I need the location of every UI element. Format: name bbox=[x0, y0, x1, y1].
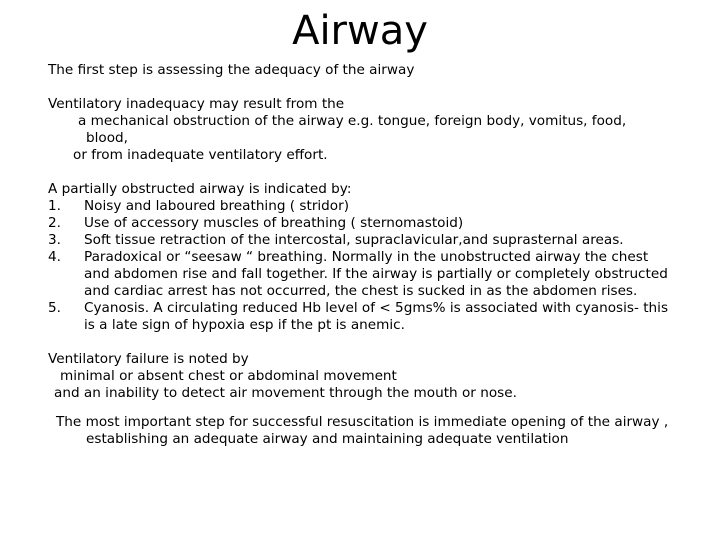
list-text bbox=[84, 232, 708, 249]
list-text bbox=[84, 249, 708, 300]
spacer bbox=[48, 79, 708, 96]
list-item bbox=[48, 198, 708, 215]
list-text bbox=[84, 300, 708, 334]
slide-body bbox=[48, 62, 708, 448]
list-line: Paradoxical or “seesaw “ breathing. Normally in the unobstructed airway the chest bbox=[84, 249, 649, 265]
list-item bbox=[48, 249, 708, 300]
list-text bbox=[84, 198, 708, 215]
list-line: and abdomen rise and fall together. If the airway is partially or completely obstructed bbox=[84, 266, 668, 282]
obstruction-list bbox=[48, 198, 708, 334]
inadequacy-lead: Ventilatory inadequacy may result from the bbox=[48, 96, 345, 112]
obstruction-lead: A partially obstructed airway is indicated by: bbox=[48, 181, 352, 197]
list-item bbox=[48, 300, 708, 334]
important-line-1: The most important step for successful resuscitation is immediate opening of the airway , bbox=[56, 414, 669, 430]
list-line: and cardiac arrest has not occurred, the chest is sucked in as the abdomen rises. bbox=[84, 283, 638, 299]
list-line: Soft tissue retraction of the intercostal, supraclavicular,and suprasternal areas. bbox=[84, 232, 624, 248]
list-number: 1. bbox=[48, 198, 61, 214]
list-number: 4. bbox=[48, 249, 61, 265]
inadequacy-line-1: a mechanical obstruction of the airway e.g. tongue, foreign body, vomitus, food, bbox=[78, 113, 627, 129]
spacer bbox=[48, 164, 708, 181]
important-line-2: establishing an adequate airway and maintaining adequate ventilation bbox=[86, 431, 569, 447]
list-number: 3. bbox=[48, 232, 61, 248]
failure-line-1: minimal or absent chest or abdominal movement bbox=[60, 368, 397, 384]
list-line: Use of accessory muscles of breathing ( sternomastoid) bbox=[84, 215, 464, 231]
list-text bbox=[84, 215, 708, 232]
slide-title: Airway bbox=[292, 8, 428, 54]
list-item bbox=[48, 232, 708, 249]
failure-lead: Ventilatory failure is noted by bbox=[48, 351, 249, 367]
list-item bbox=[48, 215, 708, 232]
list-line: Noisy and laboured breathing ( stridor) bbox=[84, 198, 350, 214]
intro-text: The first step is assessing the adequacy of the airway bbox=[48, 62, 415, 78]
inadequacy-line-1-cont: blood, bbox=[86, 130, 128, 146]
spacer bbox=[48, 402, 708, 414]
list-line: Cyanosis. A circulating reduced Hb level of < 5gms% is associated with cyanosis- this bbox=[84, 300, 669, 316]
inadequacy-line-2: or from inadequate ventilatory effort. bbox=[73, 147, 328, 163]
list-line: is a late sign of hypoxia esp if the pt is anemic. bbox=[84, 317, 405, 333]
failure-line-2: and an inability to detect air movement through the mouth or nose. bbox=[54, 385, 517, 401]
list-number: 2. bbox=[48, 215, 61, 231]
spacer bbox=[48, 334, 708, 351]
list-number: 5. bbox=[48, 300, 61, 316]
